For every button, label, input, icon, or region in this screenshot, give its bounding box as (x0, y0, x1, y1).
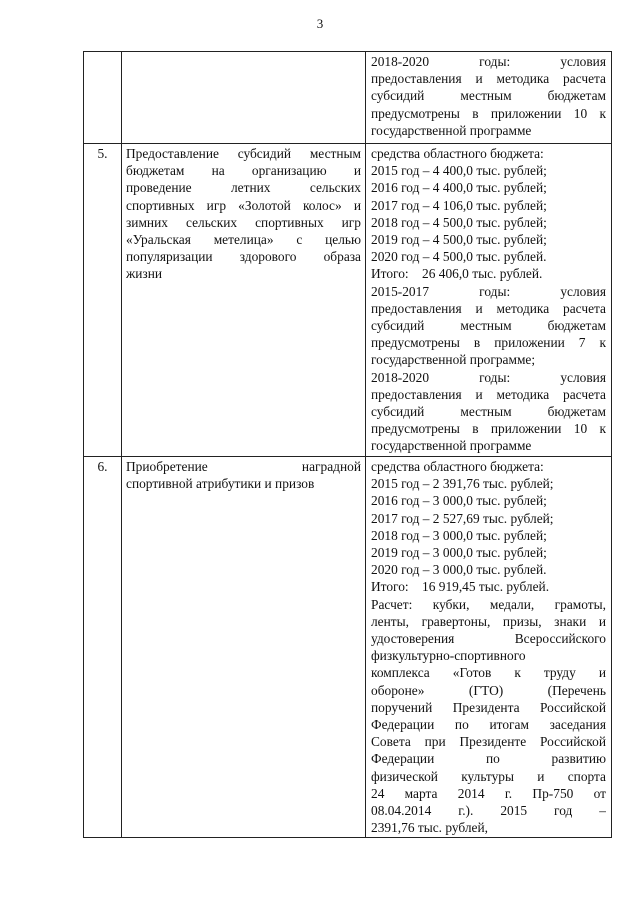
funding-total: Итого: 26 406,0 тыс. рублей. (371, 266, 543, 282)
funding-line: субсидий местным бюджетам (371, 88, 606, 104)
row-number-cell (84, 144, 122, 457)
funding-line: 2015-2017 годы: условия (371, 283, 606, 299)
description-line: Предоставление субсидий местным (126, 146, 361, 161)
funding-cell (366, 144, 612, 457)
funding-year-line: 2019 год – 4 500,0 тыс. рублей; (371, 232, 547, 248)
description-cell (122, 52, 366, 144)
funding-line: предоставления и методика расчета (371, 71, 606, 87)
calc-line: 24 марта 2014 г. Пр-750 от (371, 785, 606, 801)
description-line: популяризации здорового образа (126, 249, 361, 265)
funding-line: предусмотрены в приложении 10 к (371, 421, 606, 437)
description-cell (122, 144, 366, 457)
funding-line: предоставления и методика расчета (371, 300, 606, 316)
calc-line: Совета при Президенте Российской (371, 734, 606, 750)
row-number-cell (84, 457, 122, 838)
table-row-5 (84, 144, 612, 457)
funding-year-line: 2016 год – 4 400,0 тыс. рублей; (371, 180, 547, 196)
calc-line: физической культуры и спорта (371, 768, 606, 784)
calc-line: физкультурно-спортивного (371, 648, 526, 664)
row-number: 6. (97, 459, 108, 474)
calc-line: 2391,76 тыс. рублей, (371, 820, 489, 836)
program-table (83, 51, 612, 838)
calc-line: 08.04.2014 г.). 2015 год – (371, 803, 606, 819)
table-row-6 (84, 457, 612, 838)
description-line: бюджетам на организацию и (126, 163, 361, 179)
calc-line: Расчет: кубки, медали, грамоты, (371, 596, 606, 612)
page-number: 3 (316, 16, 324, 31)
funding-year-line: 2018 год – 3 000,0 тыс. рублей; (371, 527, 547, 543)
calc-line: поручений Президента Российской (371, 699, 606, 715)
description-line: проведение летних сельских (126, 180, 361, 196)
description-line: спортивной атрибутики и призов (126, 476, 315, 492)
calc-line: Федерации по итогам заседания (371, 717, 606, 733)
funding-year-line: 2020 год – 4 500,0 тыс. рублей. (371, 249, 547, 265)
funding-line: 2018-2020 годы: условия (371, 54, 606, 69)
funding-line: субсидий местным бюджетам (371, 318, 606, 334)
table-row-continuation (84, 52, 612, 144)
calc-line: обороне» (ГТО) (Перечень (371, 682, 606, 698)
description-line: Приобретение наградной (126, 459, 361, 474)
funding-line: 2018-2020 годы: условия (371, 369, 606, 385)
description-line: спортивных игр «Золотой колос» и (126, 197, 361, 213)
funding-header: средства областного бюджета: (371, 146, 544, 161)
funding-line: государственной программе (371, 122, 532, 138)
funding-year-line: 2017 год – 2 527,69 тыс. рублей; (371, 510, 554, 526)
funding-line: государственной программе; (371, 352, 536, 368)
calc-line: ленты, гравертоны, призы, знаки и (371, 613, 606, 629)
calc-line: удостоверения Всероссийского (371, 631, 606, 647)
funding-header: средства областного бюджета: (371, 459, 544, 474)
row-number: 5. (97, 146, 108, 161)
description-cell (122, 457, 366, 838)
calc-line: комплекса «Готов к труду и (371, 665, 606, 681)
funding-cell (366, 457, 612, 838)
funding-total: Итого: 16 919,45 тыс. рублей. (371, 579, 550, 595)
funding-year-line: 2016 год – 3 000,0 тыс. рублей; (371, 493, 547, 509)
funding-year-line: 2015 год – 2 391,76 тыс. рублей; (371, 476, 554, 492)
funding-line: предоставления и методика расчета (371, 386, 606, 402)
funding-line: предусмотрены в приложении 10 к (371, 105, 606, 121)
row-number-cell (84, 52, 122, 144)
funding-year-line: 2019 год – 3 000,0 тыс. рублей; (371, 545, 547, 561)
funding-cell (366, 52, 612, 144)
description-line: «Уральская метелица» с целью (126, 232, 361, 248)
calc-line: Федерации по развитию (371, 751, 606, 767)
funding-line: субсидий местным бюджетам (371, 404, 606, 420)
funding-line: предусмотрены в приложении 7 к (371, 335, 606, 351)
funding-line: государственной программе (371, 438, 532, 454)
description-line: жизни (126, 266, 163, 282)
funding-year-line: 2015 год – 4 400,0 тыс. рублей; (371, 163, 547, 179)
funding-year-line: 2020 год – 3 000,0 тыс. рублей. (371, 562, 547, 578)
funding-year-line: 2018 год – 4 500,0 тыс. рублей; (371, 214, 547, 230)
description-line: зимних сельских спортивных игр (126, 214, 361, 230)
funding-year-line: 2017 год – 4 106,0 тыс. рублей; (371, 197, 547, 213)
